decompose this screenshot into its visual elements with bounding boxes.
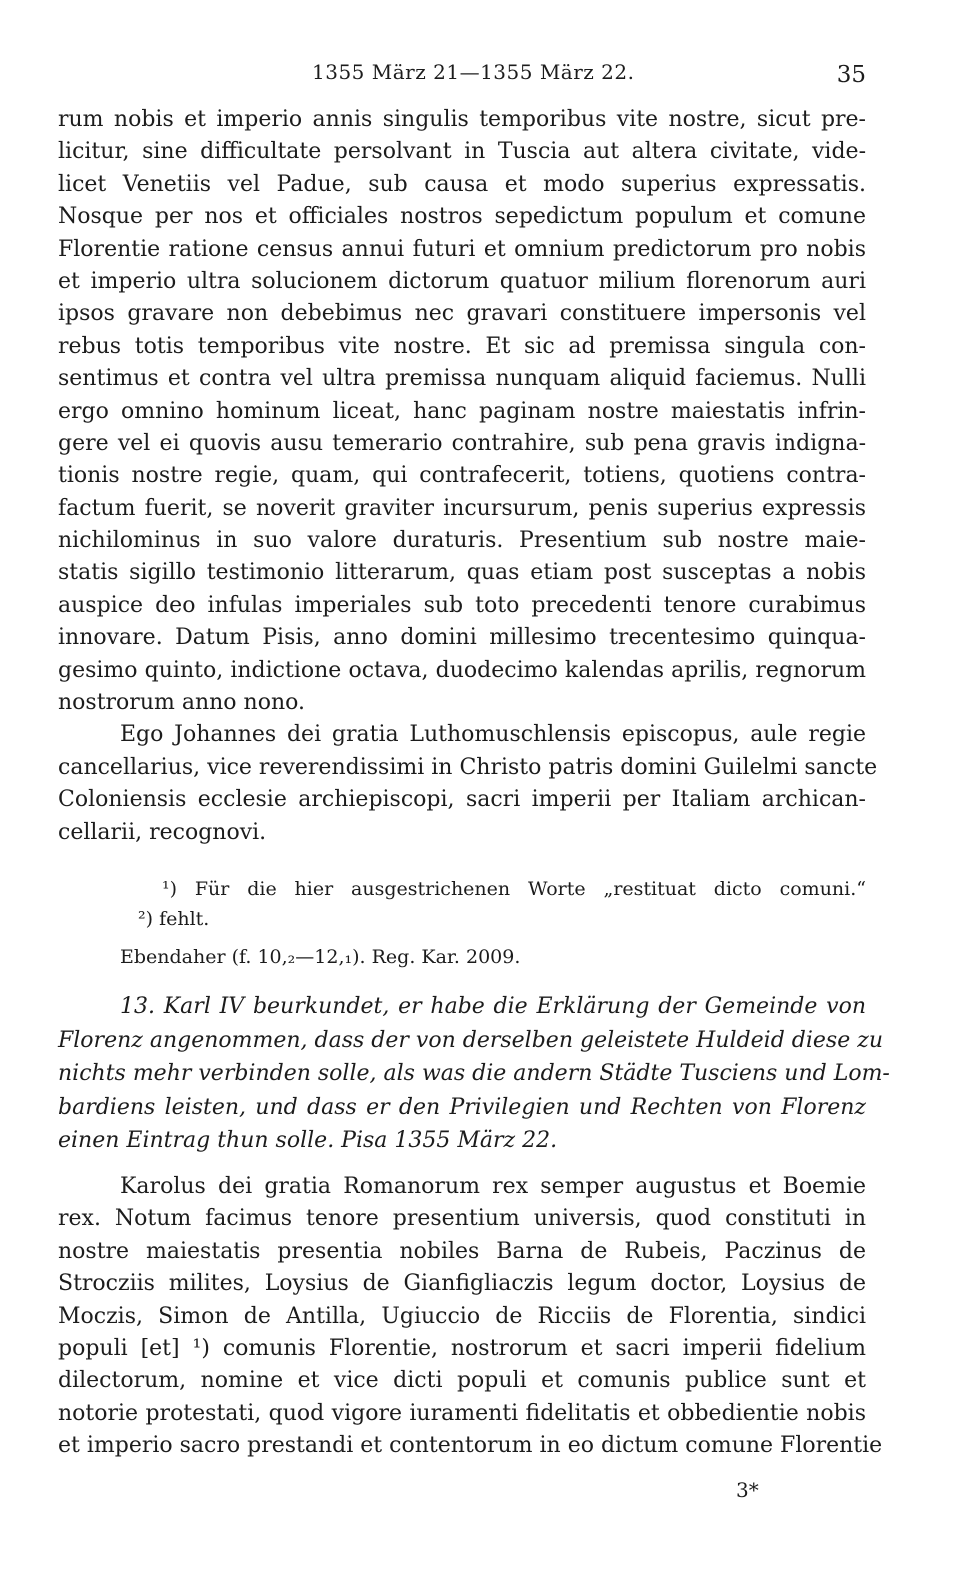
signature-line: Ego Johannes dei gratia Luthomuschlensis episcopus, aule regie <box>120 722 866 748</box>
regest-line: bardiens leisten, und dass er den Privilegien und Rechten von Florenz <box>58 1094 866 1120</box>
text-line: Strocziis milites, Loysius de Gianfigliaczis legum doctor, Loysius de <box>58 1271 866 1297</box>
text-line: et imperio ultra solucionem dictorum quatuor milium florenorum auri <box>58 268 866 294</box>
text-line: Moczis, Simon de Antilla, Ugiuccio de Ricciis de Florentia, sindici <box>58 1303 866 1329</box>
text-line: nichilominus in suo valore duraturis. Presentium sub nostre maie- <box>58 528 866 554</box>
regest-line: nichts mehr verbinden solle, als was die andern Städte Tusciens und Lom- <box>58 1061 890 1087</box>
text-line: nostrorum anno nono. <box>58 690 305 716</box>
text-line: rum nobis et imperio annis singulis temporibus vite nostre, sicut pre- <box>58 107 866 132</box>
signature-line: cancellarius, vice reverendissimi in Christo patris domini Guilelmi sancte <box>58 754 878 780</box>
text-line: Florentie ratione census annui futuri et omnium predictorum pro nobis <box>58 236 866 262</box>
text-line: statis sigillo testimonio litterarum, quas etiam post susceptas a nobis <box>58 560 866 586</box>
text-line: factum fuerit, se noverit graviter incursurum, penis superius expressis <box>58 495 866 521</box>
regest-line: Florenz angenommen, dass der von derselben geleistete Huldeid diese zu <box>58 1027 883 1053</box>
document-13-text <box>58 1171 883 1463</box>
text-line: ergo omnino hominum liceat, hanc paginam nostre maiestatis infrin- <box>58 398 866 424</box>
sheet-signature-mark: 3* <box>736 1478 759 1502</box>
page-header <box>0 60 960 90</box>
text-line: sentimus et contra vel ultra premissa nunquam aliquid faciemus. Nulli <box>58 366 866 392</box>
page-number: 35 <box>836 62 866 88</box>
text-line: gesimo quinto, indictione octava, duodecimo kalendas aprilis, regnorum <box>58 657 866 683</box>
footnotes <box>58 874 866 972</box>
running-head: 1355 März 21—1355 März 22. <box>312 60 635 84</box>
signature-line: Coloniensis ecclesie archiepiscopi, sacri imperii per Italiam archican- <box>58 787 866 813</box>
text-line: rex. Notum facimus tenore presentium universis, quod constituti in <box>58 1206 866 1232</box>
text-line: notorie protestati, quod vigore iuramenti fidelitatis et obbedientie nobis <box>58 1400 866 1426</box>
text-line: auspice deo infulas imperiales sub toto precedenti tenore curabimus <box>58 592 866 618</box>
footnote: ¹) Für die hier ausgestrichenen Worte „restituat dicto comuni.“ <box>162 878 866 900</box>
text-line: innovare. Datum Pisis, anno domini millesimo trecentesimo quinqua- <box>58 625 866 651</box>
text-line: nostre maiestatis presentia nobiles Barna de Rubeis, Paczinus de <box>58 1238 866 1264</box>
text-line: Karolus dei gratia Romanorum rex semper augustus et Boemie <box>120 1174 866 1199</box>
text-line: ipsos gravare non debebimus nec gravari constituere impersonis vel <box>58 301 866 327</box>
text-line: et imperio sacro prestandi et contentorum in eo dictum comune Florentie <box>58 1433 883 1459</box>
text-line: tionis nostre regie, quam, qui contrafecerit, totiens, quotiens contra- <box>58 463 866 489</box>
text-line: dilectorum, nomine et vice dicti populi et comunis publice sunt et <box>58 1368 866 1394</box>
footnote: ²) fehlt. <box>138 908 210 930</box>
text-line: licet Venetiis vel Padue, sub causa et modo superius expressatis. <box>58 171 866 197</box>
main-text-block <box>58 104 878 849</box>
regest-heading <box>58 990 890 1158</box>
text-line: gere vel ei quovis ausu temerario contrahire, sub pena gravis indigna- <box>58 430 866 456</box>
regest-line: 13. Karl IV beurkundet, er habe die Erklärung der Gemeinde von <box>120 994 866 1019</box>
text-line: rebus totis temporibus vite nostre. Et sic ad premissa singula con- <box>58 333 866 359</box>
text-line: populi [et] ¹) comunis Florentie, nostrorum et sacri imperii fidelium <box>58 1335 866 1361</box>
text-line: licitur, sine difficultate persolvant in Tuscia aut altera civitate, vide- <box>58 139 866 165</box>
regest-line: einen Eintrag thun solle. Pisa 1355 März 22. <box>58 1128 558 1154</box>
source-reference: Ebendaher (f. 10,₂—12,₁). Reg. Kar. 2009. <box>120 946 521 968</box>
text-line: Nosque per nos et officiales nostros sepedictum populum et comune <box>58 204 866 230</box>
signature-line: cellarii, recognovi. <box>58 819 267 845</box>
